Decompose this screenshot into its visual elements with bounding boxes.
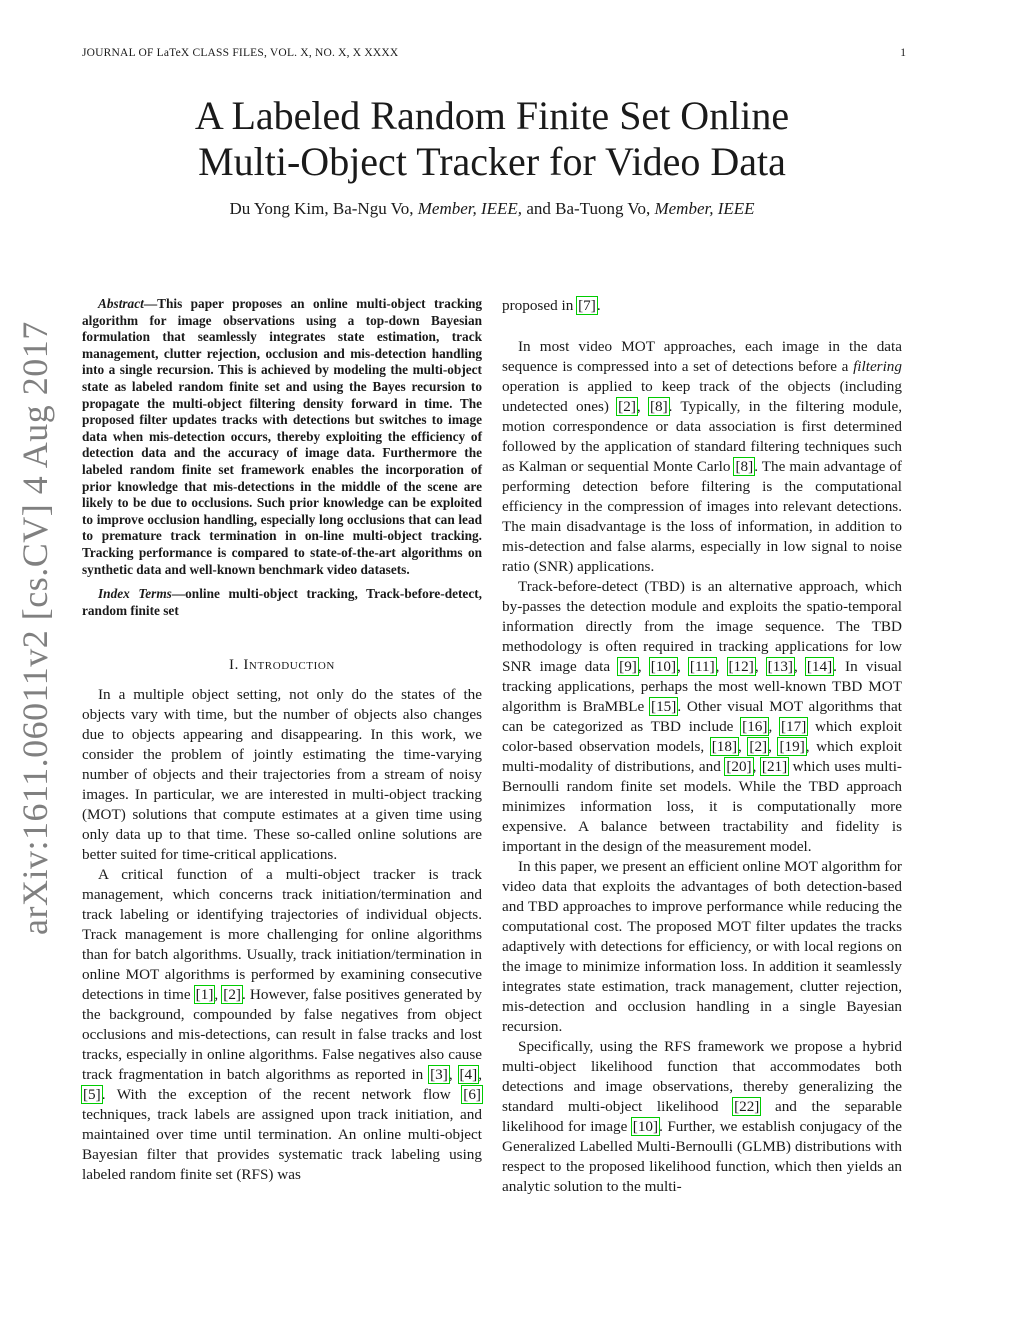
index-terms <box>82 586 482 619</box>
text: , <box>636 398 649 415</box>
abstract-text: —This paper proposes an online multi-object tracking algorithm for image observations using a top-down Bayesian formulation that seamlessly integrates state estimation, track management, clutter rejection, occlusion and mis-detection handling into a single recursion. This is achieved by modeling the multi-object state as labeled random finite set and using the Bayes recursion to propagate the multi-object filtering density forward in time. The proposed filter updates tracks with detections but switches to image data when mis-detection occurs, thereby exploiting the efficiency of detection data and the accuracy of image data. Furthermore the labeled random finite set framework enables the incorporation of prior knowledge that mis-detections in the middle of the scene are likely to be due to occlusions. Such prior knowledge can be exploited to improve occlusion handling, especially long occlusions that can lead to premature track termination in on-line multi-object tracking. Tracking performance is compared to state-of-the-art algorithms on synthetic data and well-known benchmark video datasets. <box>82 296 482 577</box>
author-names: Du Yong Kim, Ba-Ngu Vo, <box>229 199 414 218</box>
citation-link[interactable]: [2] <box>618 398 636 415</box>
text: . In visual tracking applications, perhaps the most well-known TBD MOT algorithm is BraMBLe <box>502 658 903 715</box>
emphasis: filtering <box>853 358 902 375</box>
citation-link[interactable]: [22] <box>734 1098 760 1115</box>
text: which exploit color-based observation models, <box>502 718 903 755</box>
citation-link[interactable]: [2] <box>749 738 768 755</box>
title-line-2: Multi-Object Tracker for Video Data <box>198 139 786 184</box>
text: proposed in <box>502 297 578 314</box>
citation-link[interactable]: [9] <box>619 658 637 675</box>
intro-paragraph-5: In this paper, we present an efficient online MOT algorithm for video data that exploits the advantages of both detection-based and TBD approaches to improve performance while reducing the computational cost. The proposed MOT filter updates the tracks adaptively with detections for efficiency, or with local regions on the image to minimize information loss. In addition it seamlessly integrates state estimation, track management, clutter rejection, mis-detection and occlusion handling in a single Bayesian recursion. <box>502 858 902 1035</box>
page-number: 1 <box>900 47 906 59</box>
text: , <box>677 658 689 675</box>
text: . <box>596 297 601 314</box>
text: , <box>448 1066 459 1084</box>
section-number: I. <box>229 657 239 674</box>
citation-link[interactable]: [21] <box>761 758 788 775</box>
citation-link[interactable]: [16] <box>742 718 768 735</box>
citation-link[interactable]: [10] <box>632 1118 659 1135</box>
left-column <box>82 296 482 1185</box>
citation-link[interactable]: [1] <box>195 986 214 1004</box>
text: . The main advantage of performing detection before filtering is the computational efficiency in the compression of images into relevant detections. The main disadvantage is the loss of information, in addition to mis-detection and false alarms, especially in low signal to noise ratio (SNR) applications. <box>502 458 902 575</box>
continued-paragraph <box>502 296 902 316</box>
text: and the separable likelihood for image <box>502 1098 902 1135</box>
text: , which exploit multi-modality of distributions, and <box>502 738 903 775</box>
citation-link[interactable]: [2] <box>223 986 241 1004</box>
text: , <box>752 758 761 775</box>
citation-link[interactable]: [12] <box>728 658 754 675</box>
text: . However, false positives generated by the background, compounded by false negatives from object occlusions and mis-detections, can result in false tracks and lost tracks, especially in online algorithms. False negatives also cause track fragmentation in batch algorithms as reported in <box>82 986 482 1084</box>
citation-link[interactable]: [17] <box>780 718 807 735</box>
right-column <box>502 296 902 1197</box>
citation-link[interactable]: [10] <box>650 658 677 675</box>
text: , <box>478 1066 483 1084</box>
text: Track-before-detect (TBD) is an alternative approach, which by-passes the detection module and exploits the spatio-temporal information directly from the image sequence. The TBD methodology is often required in tracking applications for low SNR image data <box>502 578 902 675</box>
title-line-1: A Labeled Random Finite Set Online <box>194 93 790 138</box>
text: which uses multi-Bernoulli random finite set models. While the TBD approach minimizes information loss, it is computationally more expensive. A balance between tractability and fidelity is important in the design of the measurement model. <box>502 758 902 855</box>
index-terms-label: Index Terms <box>98 586 172 602</box>
citation-link[interactable]: [11] <box>689 658 715 675</box>
text: operation is applied to keep track of the objects (including undetected ones) <box>502 378 902 415</box>
citation-link[interactable]: [14] <box>806 658 833 675</box>
intro-paragraph-2 <box>82 865 482 1185</box>
text: In most video MOT approaches, each image in the data sequence is compressed into a set of detections before a <box>502 338 902 375</box>
index-terms-text: —online multi-object tracking, Track-before-detect, random finite set <box>82 586 482 618</box>
text: . With the exception of the recent network flow <box>101 1086 463 1104</box>
intro-paragraph-3 <box>502 337 902 577</box>
text: . Typically, in the filtering module, motion correspondence or data association is first determined followed by the application of standard filtering techniques such as Kalman or sequential Monte Carlo <box>502 398 902 475</box>
author-role: Member, IEEE, <box>417 199 523 218</box>
intro-paragraph-1: In a multiple object setting, not only do the states of the objects vary with time, but the number of objects also changes due to objects appearing and disappearing. In this work, we consider the problem of jointly estimating the time-varying number of objects and their trajectories from a stream of noisy images. In particular, we are interested in multi-object tracking (MOT) solutions that compute estimates at a given time using only data up to that time. These so-called online solutions are better suited for time-critical applications. <box>82 686 482 864</box>
text: . Further, we establish conjugacy of the Generalized Labelled Multi-Bernoulli (GLMB) distributions with respect to the proposed likelihood function, which then yields an analytic solution to the multi- <box>502 1118 903 1195</box>
citation-link[interactable]: [13] <box>767 658 793 675</box>
citation-link[interactable]: [4] <box>459 1066 478 1084</box>
citation-link[interactable]: [7] <box>578 297 596 314</box>
author-names-2: and Ba-Tuong Vo, <box>526 199 651 218</box>
text: techniques, track labels are assigned upon track initiation, and maintained over time until termination. An online multi-object Bayesian filter that provides systematic track labeling using labeled random finite set (RFS) was <box>82 1106 482 1184</box>
text: , <box>214 986 223 1004</box>
citation-link[interactable]: [19] <box>779 738 805 755</box>
paper-title <box>0 93 984 185</box>
abstract-label: Abstract <box>98 296 144 311</box>
citation-link[interactable]: [3] <box>430 1066 448 1084</box>
arxiv-stamp: arXiv:1611.06011v2 [cs.CV] 4 Aug 2017 <box>15 321 55 935</box>
abstract <box>82 296 482 578</box>
running-header: JOURNAL OF LaTeX CLASS FILES, VOL. X, NO. X, X XXXX <box>82 47 399 59</box>
citation-link[interactable]: [20] <box>726 758 752 775</box>
section-title: Introduction <box>243 657 335 674</box>
text: , <box>768 738 779 755</box>
text: , <box>754 658 767 675</box>
text: , <box>738 738 749 755</box>
text: , <box>768 718 780 735</box>
citation-link[interactable]: [5] <box>83 1086 101 1104</box>
intro-paragraph-6 <box>502 1037 902 1197</box>
citation-link[interactable]: [15] <box>651 698 677 715</box>
citation-link[interactable]: [18] <box>711 738 738 755</box>
text: , <box>637 658 650 675</box>
text: , <box>793 658 806 675</box>
text: . Other visual MOT algorithms that can be categorized as TBD include <box>502 698 902 735</box>
intro-paragraph-4 <box>502 577 902 857</box>
section-heading <box>82 655 482 675</box>
citation-link[interactable]: [8] <box>735 458 754 475</box>
author-role-2: Member, IEEE <box>654 199 755 218</box>
text: A critical function of a multi-object tracker is track management, which concerns track initiation/termination and track labeling or identifying trajectories of individual objects. Track management is more challenging for online algorithms than for batch algorithms. Usually, track initiation/termination in online MOT algorithms is performed by examining consecutive detections in time <box>82 866 482 1004</box>
citation-link[interactable]: [8] <box>649 398 668 415</box>
author-list <box>0 199 984 219</box>
text: Specifically, using the RFS framework we propose a hybrid multi-object likelihood function that accommodates both detections and image observations, thereby generalizing the standard multi-object likelihood <box>502 1038 902 1115</box>
citation-link[interactable]: [6] <box>463 1086 481 1104</box>
text: , <box>715 658 728 675</box>
